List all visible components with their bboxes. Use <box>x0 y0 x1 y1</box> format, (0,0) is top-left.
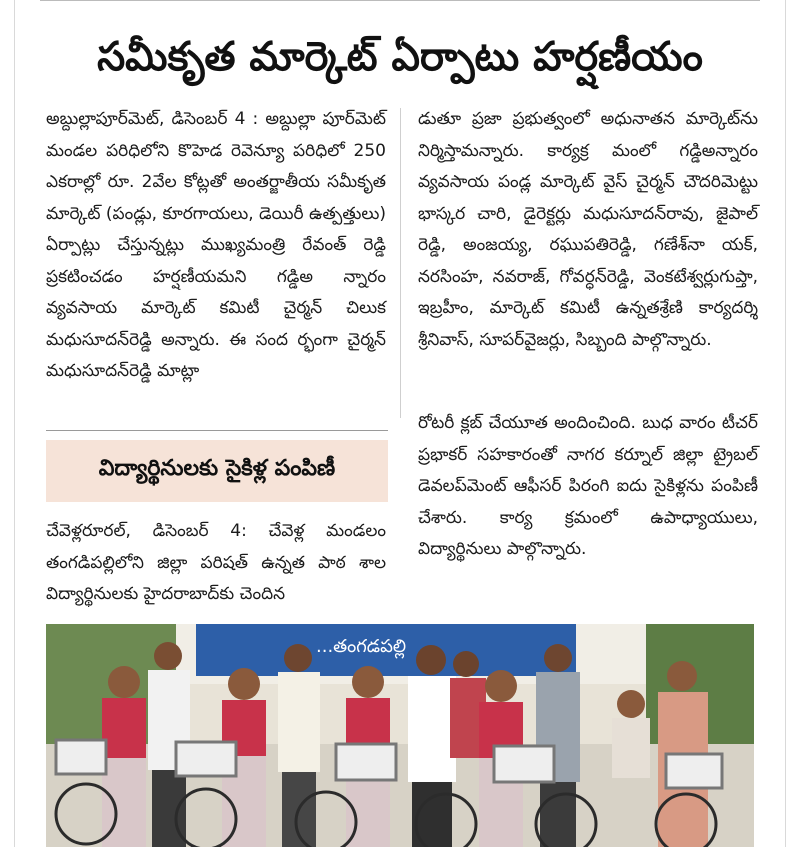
sub-article-headline <box>46 440 388 502</box>
school-sign-text: ...తంగడపల్లి <box>316 636 407 657</box>
top-rule <box>40 0 760 7</box>
article-headline: సమీకృత మార్కెట్ ఏర్పాటు హర్షణీయం <box>97 34 703 80</box>
sub-headline-text: విద్యార్థినులకు సైకిళ్ల పంపిణీ <box>98 456 336 481</box>
news-photo <box>46 624 754 847</box>
article-body-right: డుతూ ప్రజా ప్రభుత్వంలో అధునాతన మార్కెట్‌ను నిర్మిస్తామన్నారు. కార్యక్ర మంలో గడ్డిఅన్నారం వ్యవసాయ పండ్ల మార్కెట్ వైస్ చైర్మన్ చౌదరిమెట్టు భాస్కర చారి, డైరెక్టర్లు మధుసూదన్‌రావు, జైపాల్ రెడ్డి, అంజయ్య, రఘుపతిరెడ్డి, గణేశ్‌నా యక్, నరసింహ, నవరాజ్, గోవర్ధన్‌రెడ్డి, వెంకటేశ్వర్లుగుప్తా, ఇబ్రహీం, మార్కెట్ కమిటీ ఉన్నతశ్రేణి కార్యదర్శి శ్రీనివాస్, సూపర్‌వైజర్లు, సిబ్బంది పాల్గొన్నారు. <box>418 109 758 350</box>
section-divider <box>46 430 388 431</box>
sub-article-body-left: చేవెళ్లరూరల్, డిసెంబర్ 4: చేవెళ్ల మండలం తంగడిపల్లిలోని జిల్లా పరిషత్ ఉన్నత పాఠ శాల విద్యార్థినులకు హైదరాబాద్‌కు చెందిన <box>46 521 386 604</box>
sub-article-body-right: రోటరీ క్లబ్ చేయూత అందించింది. బుధ వారం టీచర్ ప్రభాకర్ సహకారంతో నాగర కర్నూల్ జిల్లా ట్రైబల్ డెవలప్‌మెంట్ ఆఫీసర్ పిరంగి ఐదు సైకిళ్లను పంపిణీ చేశారు. కార్య క్రమంలో ఉపాధ్యాయులు, విద్యార్థినులు పాల్గొన్నారు. <box>418 413 758 559</box>
column-divider <box>400 108 401 418</box>
article-body-left: అబ్దుల్లాపూర్‌మెట్, డిసెంబర్ 4 : అబ్దుల్లా పూర్‌మెట్ మండల పరిధిలోని కొహెడ రెవెన్యూ పరిధిలో 250 ఎకరాల్లో రూ. 2వేల కోట్లతో అంతర్జాతీయ సమీకృత మార్కెట్ (పండ్లు, కూరగాయలు, డెయిరీ ఉత్పత్తులు) ఏర్పాట్లు చేస్తున్నట్లు ముఖ్యమంత్రి రేవంత్ రెడ్డి ప్రకటించడం హర్షణీయమని గడ్డిఅ న్నారం వ్యవసాయ మార్కెట్ కమిటీ చైర్మన్ చిలుక మధుసూదన్‌రెడ్డి అన్నారు. ఈ సంద ర్భంగా చైర్మన్ మధుసూదన్‌రెడ్డి మాట్లా <box>46 109 386 381</box>
